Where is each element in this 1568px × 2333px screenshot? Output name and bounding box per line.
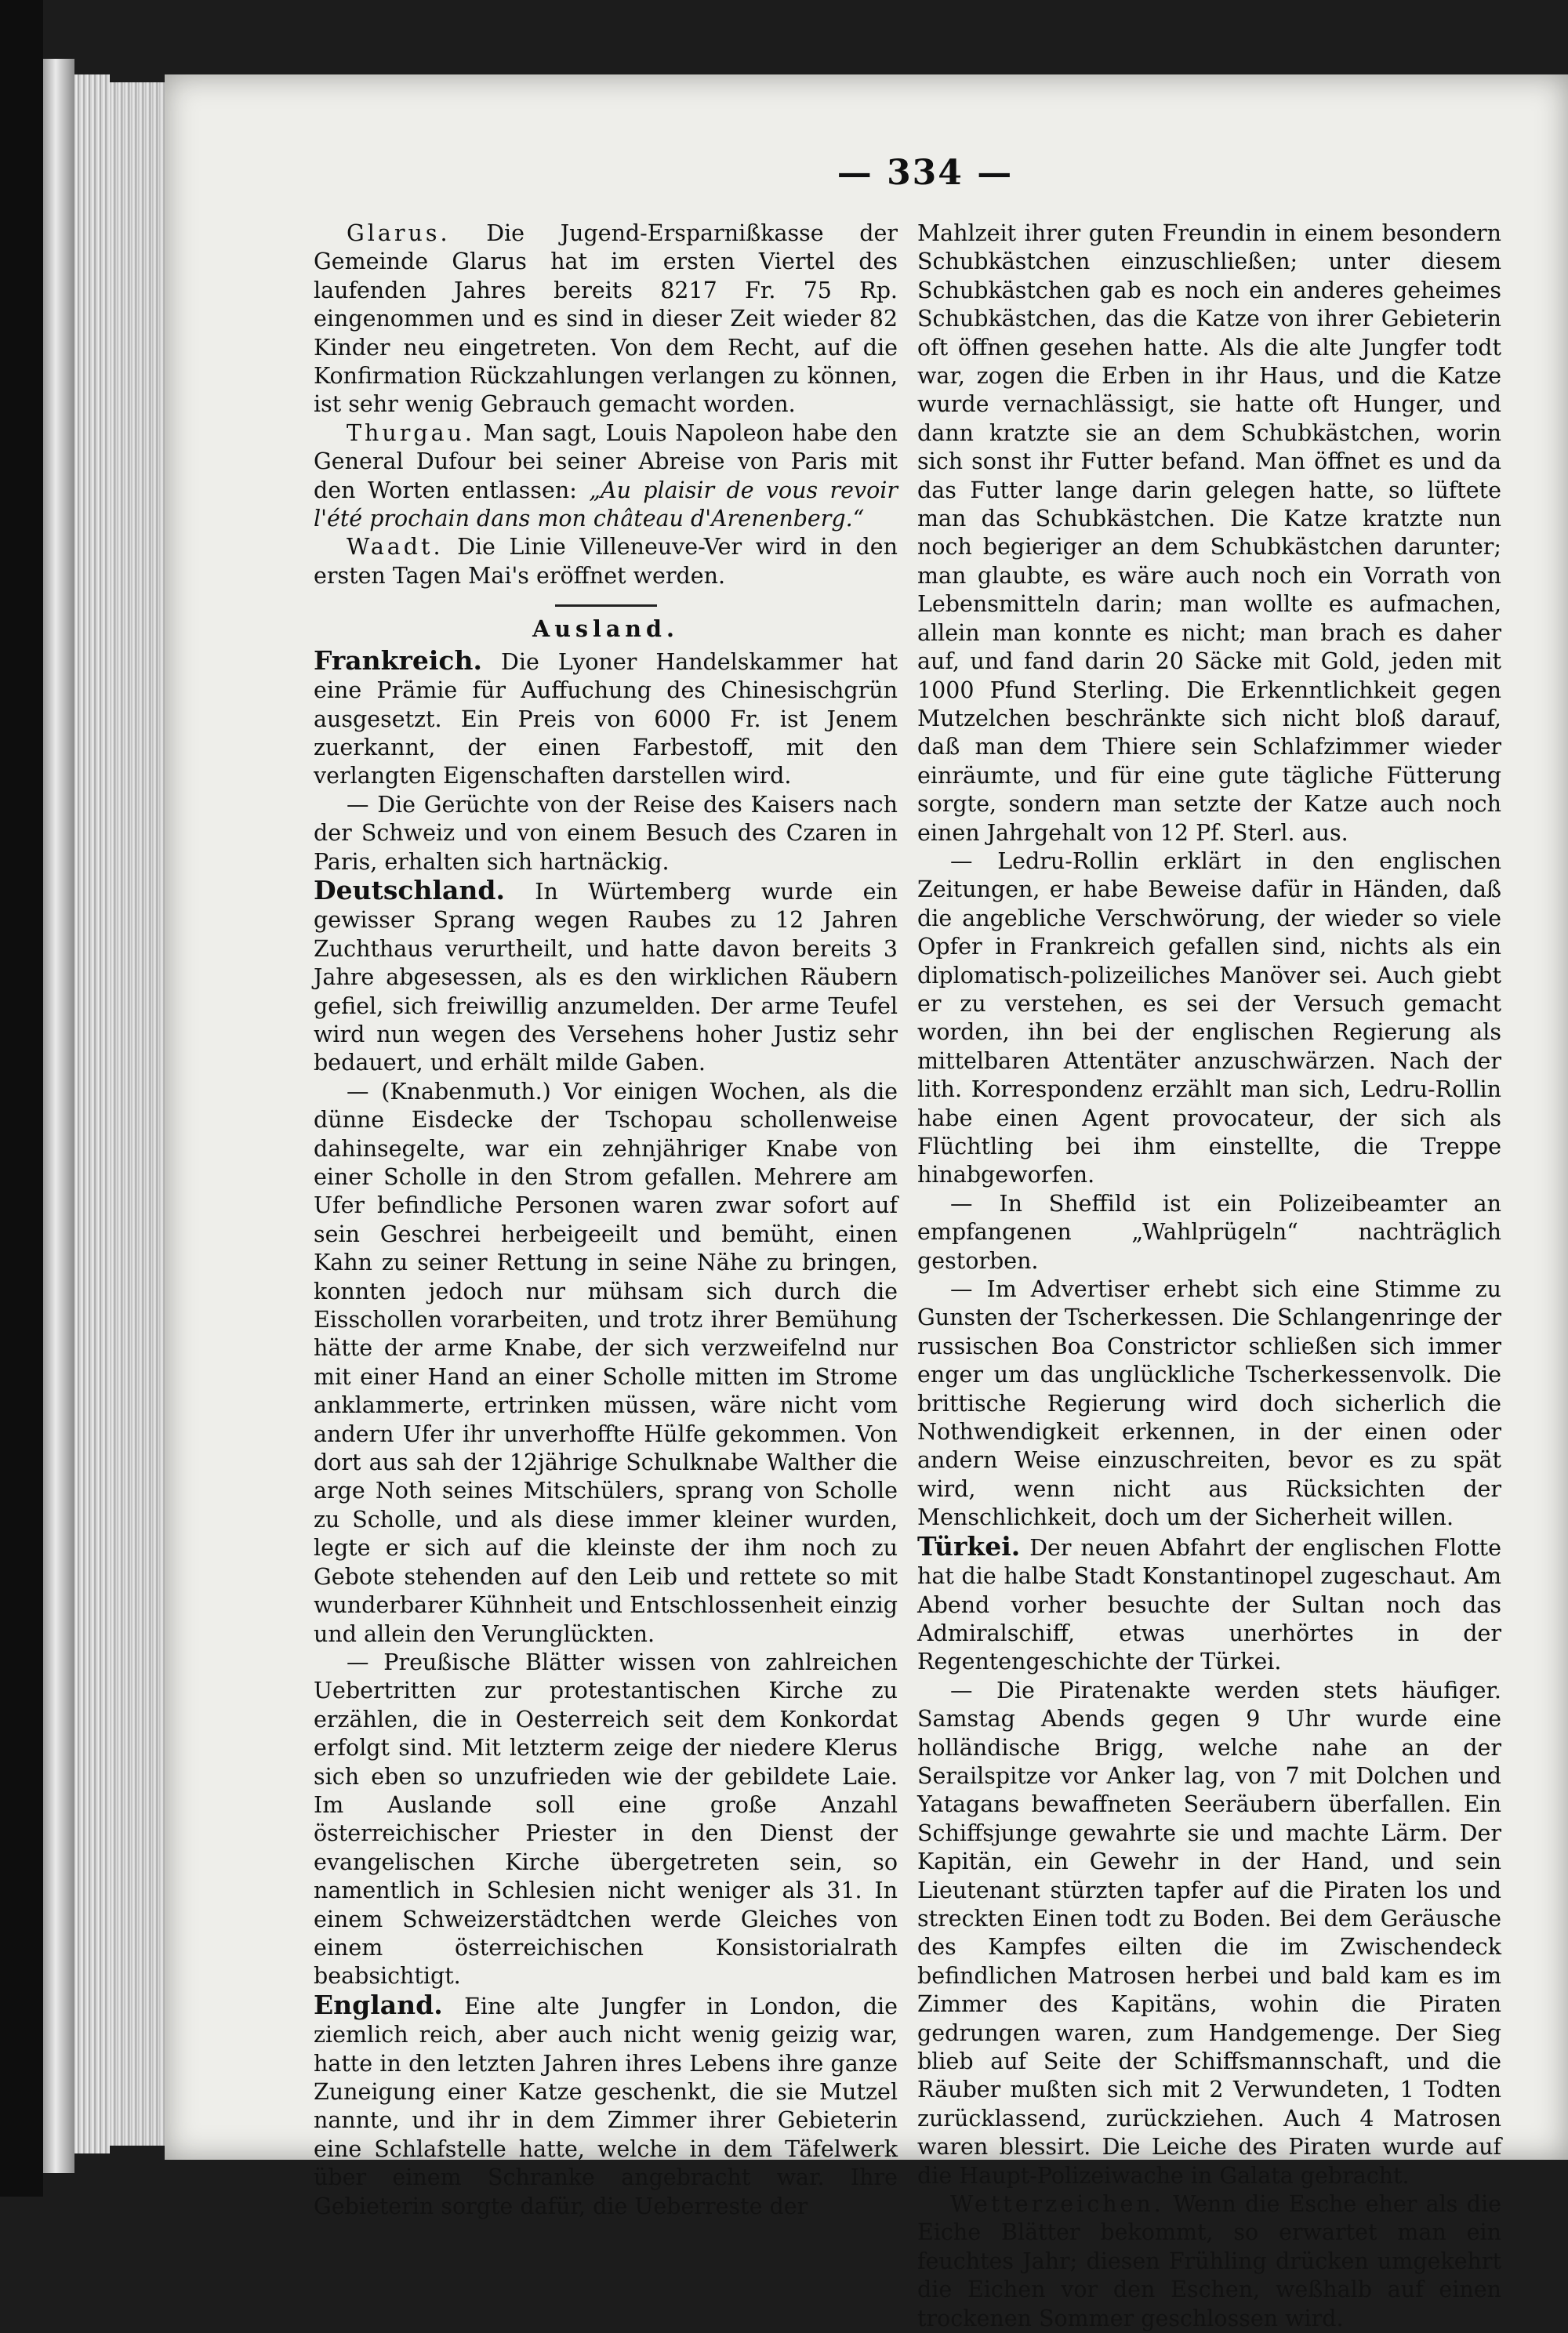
article-text: Die Linie Villeneuve-Ver wird in den ersten Tagen Mai's eröffnet werden. (314, 534, 898, 589)
section-heading-ausland (314, 604, 898, 643)
article-thurgau (314, 419, 898, 534)
place-name: Wetterzeichen. (950, 2191, 1164, 2218)
country-heading: Deutschland. (314, 874, 505, 905)
article-tuerkei (917, 1530, 1501, 1677)
article-item: — Die Gerüchte von der Reise des Kaisers nach der Schweiz und von einem Besuch des Czaren in Paris, erhalten sich hartnäckig. (314, 791, 898, 875)
article-glarus (314, 220, 898, 419)
article-item: — In Sheffild ist ein Polizeibeamter an empfangenen „Wahlprügeln“ nachträglich gestorben. (917, 1190, 1501, 1274)
country-heading: England. (314, 1989, 443, 2020)
article-text: Eine alte Jungfer in London, die ziemlich reich, aber auch nicht wenig geizig war, hatte in den letzten Jahren ihres Lebens ihre ganze Zuneigung einer Katze geschenkt, die sie Mutzel nannte, und ihr in dem Zimmer ihrer Gebieterin eine Schlafstelle hatte, welche in dem Täfelwerk über einem Schranke angebracht war. Ihre Gebieterin sorgte dafür, die Ueberreste der (314, 1993, 898, 2219)
article-frankreich (314, 644, 898, 791)
article-text: Wenn die Esche eher als die Eiche Blätter bekommt, so erwartet man ein feuchtes Jahr; diesen Frühling drücken umgekehrt die Eichen vor den Eschen, weßhalb auf einen trockenen Sommer geschlossen wird. (917, 2191, 1501, 2331)
article-item: — Preußische Blätter wissen von zahlreichen Uebertritten zur protestantischen Kirche zu erzählen, die in Oesterreich seit dem Konkordat erfolgt sind. Mit letzterm zeige der niedere Klerus sich eben so unzufrieden wie der gebildete Laie. Im Auslande soll eine große Anzahl österreichischer Priester in den Dienst der evangelischen Kirche übergetreten sein, so namentlich in Schlesien nicht weniger als 31. In einem Schweizerstädtchen werde Gleiches von einem österreichischen Konsistorialrath beabsichtigt. (314, 1649, 898, 1990)
article-text: Die Lyoner Handelskammer hat eine Prämie für Auffuchung des Chinesischgrün ausgesetzt. Ein Preis von 6000 Fr. ist Jenem zuerkannt, der einen Farbestoff, mit den verlangten Eigenschaften darstellen wird. (314, 648, 898, 789)
article-item: — (Knabenmuth.) Vor einigen Wochen, als die dünne Eisdecke der Tschopau schollenweise dahinsegelte, war ein zehnjähriger Knabe von einer Scholle in den Strom gefallen. Mehrere am Ufer befindliche Personen waren zwar sofort auf sein Geschrei herbeigeeilt und bemüht, einen Kahn zu seiner Rettung in seine Nähe zu bringen, konnten jedoch nur mühsam sich durch die Eisschollen vorarbeiten, und trotz ihrer Bemühung hätte der arme Knabe, der sich verzweifelnd nur mit einer Hand an einer Scholle mitten im Strome anklammerte, ertrinken müssen, wäre nicht vom andern Ufer ihr unverhoffte Hülfe gekommen. Von dort aus sah der 12jährige Schulknabe Walther die arge Noth seines Mitschülers, sprang von Scholle zu Scholle, und als diese immer kleiner wurden, legte er sich auf die kleinste der ihm noch zu Gebote stehenden auf den Leib und rettete so mit wunderbarer Kühnheit und Entschlossenheit einzig und allein den Verunglückten. (314, 1078, 898, 1647)
page-number: — 334 — (837, 153, 1014, 193)
article-text: Man sagt, Louis Napoleon habe den General Dufour bei seiner Abreise von Paris mit den Worten entlassen: (314, 419, 898, 503)
article-text: Der neuen Abfahrt der englischen Flotte hat die halbe Stadt Konstantinopel zugeschaut. Am Abend vorher besuchte der Sultan noch das Admiralschiff, etwas unerhörtes in der Regentengeschichte der Türkei. (917, 1534, 1501, 1675)
french-quote: „Au plaisir de vous revoir l'été prochain dans mon château d'Arenenberg.“ (314, 477, 898, 532)
article-item: — Die Piratenakte werden stets häufiger. Samstag Abends gegen 9 Uhr wurde eine holländische Brigg, welche nahe an der Serailspitze vor Anker lag, von 7 mit Dolchen und Yatagans bewaffneten Seeräubern überfallen. Ein Schiffsjunge gewahrte sie und machte Lärm. Der Kapitän, ein Gewehr in der Hand, und sein Lieutenant stürzten tapfer auf die Piraten los und streckten Einen todt zu Boden. Bei dem Geräusche des Kampfes eilten die im Zwischendeck befindlichen Matrosen herbei und bald kam es im Zimmer des Kapitäns, wohin die Piraten gedrungen waren, zum Handgemenge. Der Sieg blieb auf Seite der Schiffsmannschaft, und die Räuber mußten sich mit 2 Verwundeten, 1 Todten zurücklassend, zurückziehen. Auch 4 Matrosen waren blessirt. Die Leiche des Piraten wurde auf die Haupt-Polizeiwache in Galata gebracht. (917, 1677, 1501, 2189)
section-title: Ausland. (532, 615, 679, 643)
article-item: — Im Advertiser erhebt sich eine Stimme zu Gunsten der Tscherkessen. Die Schlangenringe der russischen Boa Constrictor schließen sich immer enger um das unglückliche Tscherkessenvolk. Die brittische Regierung wird doch sicherlich die Nothwendigkeit erkennen, in der einen oder andern Weise einzuschreiten, bevor es zu spät wird, wenn nicht aus Rücksichten der Menschlichkeit, doch um der Sicherheit willen. (917, 1276, 1501, 1531)
article-england-continued: Mahlzeit ihrer guten Freundin in einem besondern Schubkästchen einzuschließen; unter diesem Schubkästchen gab es noch ein anderes geheimes Schubkästchen, das die Katze von ihrer Gebieterin oft öffnen gesehen hatte. Als die alte Jungfer todt war, zogen die Erben in ihr Haus, und die Katze wurde vernachlässigt, sie hatte oft Hunger, und dann kratzte sie an dem Schubkästchen, worin sich sonst ihr Futter befand. Man öffnet es und da das Futter lange darin gelegen hatte, so lüftete man das Schubkästchen. Die Katze kratzte nun noch begieriger an dem Schubkästchen darunter; man glaubte, es wäre auch noch ein Vorrath von Lebensmitteln darin; man wollte es aufmachen, allein man konnte es nicht; man brach es daher auf, und fand darin 20 Säcke mit Gold, jeden mit 1000 Pfund Sterling. Die Erkenntlichkeit gegen Mutzelchen beschränkte sich nicht bloß darauf, daß man dem Thiere sein Schlafzimmer wieder einräumte, und für eine gute tägliche Fütterung sorgte, sondern man setzte der Katze auch noch einen Jahrgehalt von 12 Pf. Sterl. aus. (917, 220, 1501, 846)
place-name: Waadt. (347, 534, 444, 561)
article-deutschland (314, 876, 898, 1078)
page-stack-edge (43, 59, 74, 2173)
country-heading: Frankreich. (314, 644, 482, 676)
country-heading: Türkei. (917, 1530, 1021, 1562)
divider-rule (555, 604, 657, 607)
article-text: Die Jugend-Ersparnißkasse der Gemeinde Glarus hat im ersten Viertel des laufenden Jahres bereits 8217 Fr. 75 Rp. eingenommen und es sind in dieser Zeit wieder 82 Kinder neu eingetreten. Von dem Recht, auf die Konfirmation Rückzahlungen verlangen zu können, ist sehr wenig Gebrauch gemacht worden. (314, 220, 898, 418)
page-stack-edge (74, 74, 110, 2153)
article-text: In Würtemberg wurde ein gewisser Sprang wegen Raubes zu 12 Jahren Zuchthaus verurtheilt, und hatte davon bereits 3 Jahre abgesessen, als es den wirklichen Räubern gefiel, sich freiwillig anzumelden. Der arme Teufel wird nun wegen des Versehens hoher Justiz sehr bedauert, und erhält milde Gaben. (314, 878, 898, 1076)
article-england (314, 1991, 898, 2221)
left-column (314, 220, 898, 2221)
article-waadt (314, 533, 898, 590)
article-wetterzeichen (917, 2190, 1501, 2333)
place-name: Thurgau. (347, 419, 475, 446)
page-stack-edge (110, 82, 165, 2146)
book-binding-edge (0, 0, 43, 2197)
article-item: — Ledru-Rollin erklärt in den englischen Zeitungen, er habe Beweise dafür in Händen, daß die angebliche Verschwörung, der wieder so viele Opfer in Frankreich gefallen sind, nichts als ein diplomatisch-polizeiliches Manöver sei. Auch giebt er zu verstehen, es sei der Versuch gemacht worden, ihn bei der englischen Regierung als mittelbaren Attentäter anzuschwärzen. Nach der lith. Korrespondenz erzählt man sich, Ledru-Rollin habe einen Agent provocateur, der sich als Flüchtling bei ihm einstellte, die Treppe hinabgeworfen. (917, 847, 1501, 1188)
place-name: Glarus. (347, 220, 451, 246)
right-column (917, 220, 1501, 2333)
